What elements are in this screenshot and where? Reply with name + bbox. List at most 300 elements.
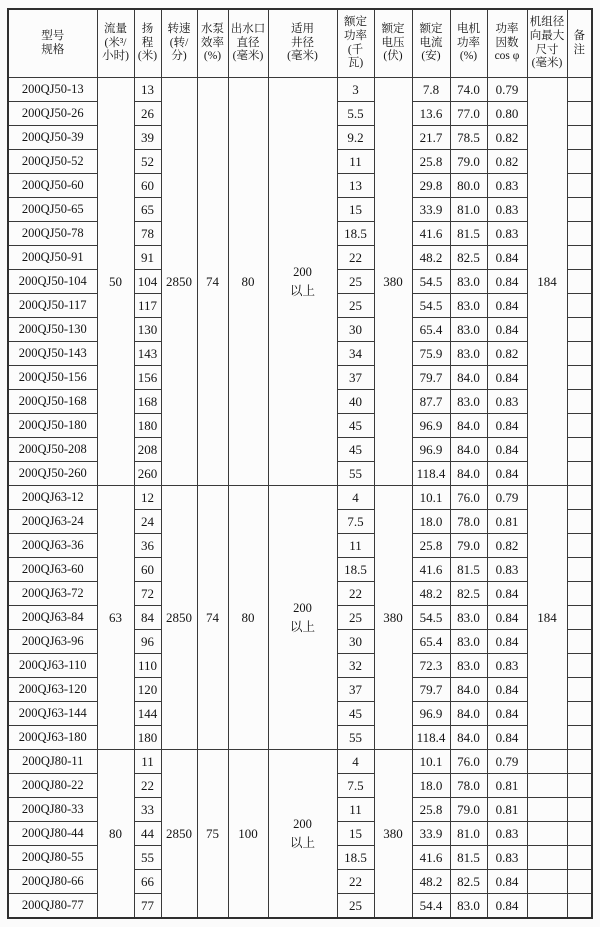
cell-head: 77 — [134, 894, 161, 919]
cell-rated-power: 4 — [337, 750, 374, 774]
header-label-line: 流量 — [104, 22, 127, 35]
col-header-speed — [161, 9, 197, 78]
cell-power-factor: 0.84 — [487, 630, 527, 654]
cell-remark — [567, 318, 592, 342]
cell-motor-efficiency: 74.0 — [450, 78, 487, 102]
cell-motor-efficiency: 83.0 — [450, 270, 487, 294]
cell-model: 200QJ63-12 — [8, 486, 97, 510]
cell-head: 65 — [134, 198, 161, 222]
cell-model: 200QJ80-44 — [8, 822, 97, 846]
cell-model: 200QJ50-117 — [8, 294, 97, 318]
cell-model: 200QJ80-22 — [8, 774, 97, 798]
cell-remark — [567, 846, 592, 870]
cell-head: 180 — [134, 726, 161, 750]
cell-model: 200QJ80-55 — [8, 846, 97, 870]
col-header-motor_eff — [450, 9, 487, 78]
cell-max-radial-dimension — [527, 870, 567, 894]
cell-power-factor: 0.84 — [487, 294, 527, 318]
cell-rated-current: 65.4 — [412, 630, 450, 654]
cell-flow: 63 — [97, 486, 134, 750]
col-header-pump_eff — [197, 9, 228, 78]
cell-rated-current: 72.3 — [412, 654, 450, 678]
cell-power-factor: 0.83 — [487, 390, 527, 414]
table-header — [8, 9, 592, 78]
cell-rated-power: 18.5 — [337, 558, 374, 582]
cell-model: 200QJ50-143 — [8, 342, 97, 366]
cell-rated-current: 25.8 — [412, 150, 450, 174]
cell-motor-efficiency: 79.0 — [450, 534, 487, 558]
cell-max-radial-dimension: 184 — [527, 486, 567, 750]
cell-rated-current: 13.6 — [412, 102, 450, 126]
header-label-line: 适用 — [291, 22, 314, 35]
cell-max-radial-dimension — [527, 822, 567, 846]
cell-power-factor: 0.83 — [487, 654, 527, 678]
cell-head: 13 — [134, 78, 161, 102]
cell-model: 200QJ50-26 — [8, 102, 97, 126]
header-label-line: 程 — [141, 36, 154, 49]
cell-power-factor: 0.83 — [487, 222, 527, 246]
cell-max-radial-dimension — [527, 774, 567, 798]
cell-max-radial-dimension — [527, 894, 567, 919]
header-label-line: (米³/ — [104, 36, 127, 49]
cell-rated-power: 11 — [337, 534, 374, 558]
header-label-line: 注 — [573, 43, 585, 56]
header-row — [8, 9, 592, 78]
cell-rated-power: 15 — [337, 822, 374, 846]
cell-rated-current: 41.6 — [412, 222, 450, 246]
cell-rated-current: 54.5 — [412, 294, 450, 318]
cell-model: 200QJ50-52 — [8, 150, 97, 174]
cell-outlet-diameter: 100 — [228, 750, 268, 919]
header-label-line: (毫米) — [531, 57, 563, 70]
cell-model: 200QJ50-130 — [8, 318, 97, 342]
cell-rated-current: 48.2 — [412, 246, 450, 270]
cell-motor-efficiency: 82.5 — [450, 582, 487, 606]
cell-rated-power: 34 — [337, 342, 374, 366]
col-header-outlet — [228, 9, 268, 78]
cell-remark — [567, 750, 592, 774]
cell-rated-power: 7.5 — [337, 774, 374, 798]
cell-rated-current: 54.5 — [412, 606, 450, 630]
cell-rated-current: 25.8 — [412, 534, 450, 558]
cell-model: 200QJ80-77 — [8, 894, 97, 919]
cell-motor-efficiency: 81.0 — [450, 198, 487, 222]
cell-head: 91 — [134, 246, 161, 270]
header-label-line: 直径 — [236, 36, 260, 49]
cell-remark — [567, 558, 592, 582]
header-label-line: 出水口 — [230, 22, 266, 35]
cell-head: 24 — [134, 510, 161, 534]
cell-head: 36 — [134, 534, 161, 558]
cell-head: 33 — [134, 798, 161, 822]
cell-remark — [567, 726, 592, 750]
well-diameter-line: 200 — [293, 816, 312, 831]
cell-model: 200QJ50-39 — [8, 126, 97, 150]
cell-model: 200QJ50-260 — [8, 462, 97, 486]
cell-power-factor: 0.81 — [487, 798, 527, 822]
header-label-line: (安) — [421, 50, 441, 63]
cell-head: 60 — [134, 558, 161, 582]
cell-motor-efficiency: 78.0 — [450, 774, 487, 798]
header-label-line: 机组径 — [529, 15, 565, 28]
cell-remark — [567, 174, 592, 198]
header-label-line: cos φ — [494, 50, 520, 63]
cell-rated-current: 79.7 — [412, 366, 450, 390]
header-label-line: 额定 — [381, 22, 405, 35]
table-row — [8, 750, 592, 774]
cell-rated-power: 37 — [337, 678, 374, 702]
cell-power-factor: 0.84 — [487, 894, 527, 919]
header-label-line: 尺寸 — [535, 43, 559, 56]
cell-head: 144 — [134, 702, 161, 726]
cell-remark — [567, 126, 592, 150]
col-header-flow — [97, 9, 134, 78]
well-diameter-line: 以上 — [289, 835, 315, 850]
cell-rated-current: 21.7 — [412, 126, 450, 150]
header-label-line: 功率 — [344, 29, 367, 42]
cell-head: 130 — [134, 318, 161, 342]
cell-head: 84 — [134, 606, 161, 630]
cell-rated-current: 25.8 — [412, 798, 450, 822]
cell-rated-current: 87.7 — [412, 390, 450, 414]
cell-motor-efficiency: 83.0 — [450, 654, 487, 678]
cell-power-factor: 0.84 — [487, 678, 527, 702]
well-diameter-line: 200 — [293, 600, 312, 615]
cell-rated-current: 96.9 — [412, 702, 450, 726]
header-label-line: 扬 — [141, 22, 154, 35]
cell-head: 72 — [134, 582, 161, 606]
cell-speed: 2850 — [161, 486, 197, 750]
cell-power-factor: 0.84 — [487, 462, 527, 486]
cell-rated-current: 41.6 — [412, 846, 450, 870]
header-label-line: 功率 — [495, 22, 519, 35]
cell-power-factor: 0.79 — [487, 78, 527, 102]
cell-rated-power: 22 — [337, 246, 374, 270]
cell-model: 200QJ50-208 — [8, 438, 97, 462]
cell-power-factor: 0.82 — [487, 126, 527, 150]
header-label-line: 电机 — [457, 22, 480, 35]
col-header-well — [268, 9, 337, 78]
cell-power-factor: 0.83 — [487, 198, 527, 222]
cell-motor-efficiency: 84.0 — [450, 414, 487, 438]
cell-model: 200QJ50-168 — [8, 390, 97, 414]
cell-rated-voltage: 380 — [374, 78, 412, 486]
cell-motor-efficiency: 83.0 — [450, 390, 487, 414]
cell-power-factor: 0.79 — [487, 486, 527, 510]
cell-motor-efficiency: 83.0 — [450, 294, 487, 318]
cell-rated-power: 55 — [337, 726, 374, 750]
cell-power-factor: 0.84 — [487, 246, 527, 270]
col-header-model — [8, 9, 97, 78]
well-diameter-text — [270, 263, 336, 301]
cell-head: 52 — [134, 150, 161, 174]
cell-power-factor: 0.79 — [487, 750, 527, 774]
cell-power-factor: 0.83 — [487, 822, 527, 846]
header-label-line: 电压 — [381, 36, 405, 49]
cell-pump-efficiency: 75 — [197, 750, 228, 919]
cell-rated-current: 118.4 — [412, 462, 450, 486]
header-label-line: 功率 — [457, 36, 480, 49]
cell-motor-efficiency: 84.0 — [450, 726, 487, 750]
cell-rated-current: 54.4 — [412, 894, 450, 919]
header-label-line: (毫米) — [232, 50, 264, 63]
cell-remark — [567, 678, 592, 702]
cell-remark — [567, 702, 592, 726]
cell-remark — [567, 222, 592, 246]
cell-remark — [567, 78, 592, 102]
well-diameter-line: 200 — [293, 264, 312, 279]
cell-motor-efficiency: 81.5 — [450, 846, 487, 870]
cell-power-factor: 0.84 — [487, 702, 527, 726]
header-label-line: 小时) — [102, 50, 129, 63]
header-label-line: 分) — [171, 50, 187, 63]
cell-remark — [567, 366, 592, 390]
cell-head: 12 — [134, 486, 161, 510]
cell-power-factor: 0.81 — [487, 774, 527, 798]
cell-well-diameter — [268, 78, 337, 486]
cell-remark — [567, 486, 592, 510]
cell-remark — [567, 294, 592, 318]
cell-rated-current: 33.9 — [412, 198, 450, 222]
header-label-line: 额定 — [344, 15, 367, 28]
cell-max-radial-dimension — [527, 750, 567, 774]
cell-head: 110 — [134, 654, 161, 678]
cell-motor-efficiency: 84.0 — [450, 702, 487, 726]
cell-model: 200QJ63-24 — [8, 510, 97, 534]
cell-rated-current: 96.9 — [412, 438, 450, 462]
col-header-current — [412, 9, 450, 78]
cell-model: 200QJ63-84 — [8, 606, 97, 630]
cell-power-factor: 0.84 — [487, 438, 527, 462]
cell-model: 200QJ63-120 — [8, 678, 97, 702]
cell-power-factor: 0.84 — [487, 366, 527, 390]
cell-remark — [567, 198, 592, 222]
cell-rated-current: 18.0 — [412, 510, 450, 534]
cell-head: 55 — [134, 846, 161, 870]
table-row — [8, 78, 592, 102]
cell-model: 200QJ80-33 — [8, 798, 97, 822]
cell-rated-current: 75.9 — [412, 342, 450, 366]
cell-remark — [567, 870, 592, 894]
cell-remark — [567, 822, 592, 846]
cell-rated-current: 96.9 — [412, 414, 450, 438]
header-label-line: 转速 — [167, 22, 191, 35]
cell-power-factor: 0.82 — [487, 342, 527, 366]
cell-power-factor: 0.84 — [487, 582, 527, 606]
well-diameter-line: 以上 — [289, 619, 315, 634]
cell-rated-power: 25 — [337, 606, 374, 630]
cell-rated-power: 13 — [337, 174, 374, 198]
cell-head: 60 — [134, 174, 161, 198]
cell-model: 200QJ80-11 — [8, 750, 97, 774]
cell-outlet-diameter: 80 — [228, 78, 268, 486]
cell-model: 200QJ63-36 — [8, 534, 97, 558]
cell-power-factor: 0.82 — [487, 534, 527, 558]
cell-remark — [567, 798, 592, 822]
cell-pump-efficiency: 74 — [197, 486, 228, 750]
cell-model: 200QJ50-60 — [8, 174, 97, 198]
cell-remark — [567, 654, 592, 678]
cell-power-factor: 0.84 — [487, 318, 527, 342]
cell-flow: 50 — [97, 78, 134, 486]
cell-motor-efficiency: 76.0 — [450, 750, 487, 774]
cell-model: 200QJ63-60 — [8, 558, 97, 582]
cell-power-factor: 0.84 — [487, 606, 527, 630]
cell-power-factor: 0.84 — [487, 726, 527, 750]
cell-remark — [567, 438, 592, 462]
header-label-line: 水泵 — [201, 22, 224, 35]
cell-motor-efficiency: 82.5 — [450, 246, 487, 270]
col-header-max_dim — [527, 9, 567, 78]
cell-rated-power: 4 — [337, 486, 374, 510]
cell-remark — [567, 534, 592, 558]
header-label-line: 向最大 — [529, 29, 565, 42]
cell-power-factor: 0.80 — [487, 102, 527, 126]
cell-remark — [567, 774, 592, 798]
well-diameter-text — [270, 815, 336, 853]
cell-model: 200QJ63-110 — [8, 654, 97, 678]
col-header-voltage — [374, 9, 412, 78]
cell-max-radial-dimension — [527, 798, 567, 822]
cell-head: 143 — [134, 342, 161, 366]
cell-rated-current: 48.2 — [412, 870, 450, 894]
cell-remark — [567, 510, 592, 534]
cell-rated-current: 10.1 — [412, 486, 450, 510]
cell-head: 44 — [134, 822, 161, 846]
header-label-line: (千 — [347, 43, 364, 56]
header-label-line: (%) — [203, 50, 222, 63]
cell-rated-power: 3 — [337, 78, 374, 102]
cell-rated-power: 32 — [337, 654, 374, 678]
cell-head: 96 — [134, 630, 161, 654]
col-header-cos — [487, 9, 527, 78]
cell-head: 117 — [134, 294, 161, 318]
cell-model: 200QJ63-96 — [8, 630, 97, 654]
cell-rated-current: 33.9 — [412, 822, 450, 846]
cell-motor-efficiency: 83.0 — [450, 318, 487, 342]
cell-model: 200QJ50-65 — [8, 198, 97, 222]
cell-motor-efficiency: 83.0 — [450, 894, 487, 919]
header-label-line: 额定 — [419, 22, 443, 35]
cell-remark — [567, 270, 592, 294]
cell-power-factor: 0.84 — [487, 870, 527, 894]
cell-rated-power: 30 — [337, 630, 374, 654]
cell-rated-current: 7.8 — [412, 78, 450, 102]
cell-rated-current: 65.4 — [412, 318, 450, 342]
cell-remark — [567, 150, 592, 174]
header-label-line: (伏) — [383, 50, 403, 63]
cell-head: 11 — [134, 750, 161, 774]
cell-outlet-diameter: 80 — [228, 486, 268, 750]
cell-rated-power: 30 — [337, 318, 374, 342]
cell-model: 200QJ80-66 — [8, 870, 97, 894]
cell-motor-efficiency: 81.5 — [450, 558, 487, 582]
cell-remark — [567, 462, 592, 486]
cell-rated-current: 41.6 — [412, 558, 450, 582]
header-label-line: 电流 — [419, 36, 443, 49]
cell-rated-current: 54.5 — [412, 270, 450, 294]
col-header-remark — [567, 9, 592, 78]
cell-remark — [567, 102, 592, 126]
pump-spec-table — [7, 8, 593, 919]
cell-motor-efficiency: 83.0 — [450, 606, 487, 630]
cell-rated-power: 15 — [337, 198, 374, 222]
cell-motor-efficiency: 78.0 — [450, 510, 487, 534]
cell-rated-voltage: 380 — [374, 750, 412, 919]
cell-rated-power: 9.2 — [337, 126, 374, 150]
cell-power-factor: 0.83 — [487, 174, 527, 198]
cell-rated-power: 11 — [337, 798, 374, 822]
cell-motor-efficiency: 82.5 — [450, 870, 487, 894]
cell-rated-power: 18.5 — [337, 846, 374, 870]
well-diameter-line: 以上 — [289, 283, 315, 298]
cell-rated-power: 25 — [337, 294, 374, 318]
cell-head: 22 — [134, 774, 161, 798]
cell-motor-efficiency: 80.0 — [450, 174, 487, 198]
cell-motor-efficiency: 77.0 — [450, 102, 487, 126]
cell-remark — [567, 246, 592, 270]
cell-rated-power: 11 — [337, 150, 374, 174]
cell-max-radial-dimension: 184 — [527, 78, 567, 486]
cell-rated-power: 40 — [337, 390, 374, 414]
cell-head: 180 — [134, 414, 161, 438]
cell-rated-current: 29.8 — [412, 174, 450, 198]
cell-model: 200QJ63-72 — [8, 582, 97, 606]
table-row — [8, 486, 592, 510]
cell-model: 200QJ63-180 — [8, 726, 97, 750]
cell-head: 120 — [134, 678, 161, 702]
cell-rated-power: 45 — [337, 438, 374, 462]
cell-motor-efficiency: 84.0 — [450, 438, 487, 462]
cell-head: 156 — [134, 366, 161, 390]
header-label-line: (转/ — [169, 36, 189, 49]
cell-rated-power: 5.5 — [337, 102, 374, 126]
cell-speed: 2850 — [161, 78, 197, 486]
cell-rated-power: 25 — [337, 894, 374, 919]
cell-rated-power: 22 — [337, 870, 374, 894]
cell-well-diameter — [268, 750, 337, 919]
cell-power-factor: 0.82 — [487, 150, 527, 174]
cell-motor-efficiency: 84.0 — [450, 462, 487, 486]
cell-rated-voltage: 380 — [374, 486, 412, 750]
cell-model: 200QJ50-78 — [8, 222, 97, 246]
cell-rated-current: 118.4 — [412, 726, 450, 750]
cell-remark — [567, 606, 592, 630]
cell-motor-efficiency: 84.0 — [450, 678, 487, 702]
header-label-line: 备 — [573, 29, 585, 42]
cell-model: 200QJ63-144 — [8, 702, 97, 726]
cell-remark — [567, 894, 592, 919]
header-label-line: 效率 — [201, 36, 224, 49]
cell-model: 200QJ50-180 — [8, 414, 97, 438]
cell-power-factor: 0.81 — [487, 510, 527, 534]
cell-head: 39 — [134, 126, 161, 150]
cell-pump-efficiency: 74 — [197, 78, 228, 486]
cell-remark — [567, 582, 592, 606]
cell-power-factor: 0.84 — [487, 270, 527, 294]
cell-motor-efficiency: 76.0 — [450, 486, 487, 510]
cell-head: 66 — [134, 870, 161, 894]
col-header-head — [134, 9, 161, 78]
cell-rated-power: 22 — [337, 582, 374, 606]
cell-max-radial-dimension — [527, 846, 567, 870]
cell-model: 200QJ50-104 — [8, 270, 97, 294]
cell-motor-efficiency: 83.0 — [450, 630, 487, 654]
cell-model: 200QJ50-91 — [8, 246, 97, 270]
cell-motor-efficiency: 81.5 — [450, 222, 487, 246]
cell-motor-efficiency: 79.0 — [450, 798, 487, 822]
cell-head: 104 — [134, 270, 161, 294]
